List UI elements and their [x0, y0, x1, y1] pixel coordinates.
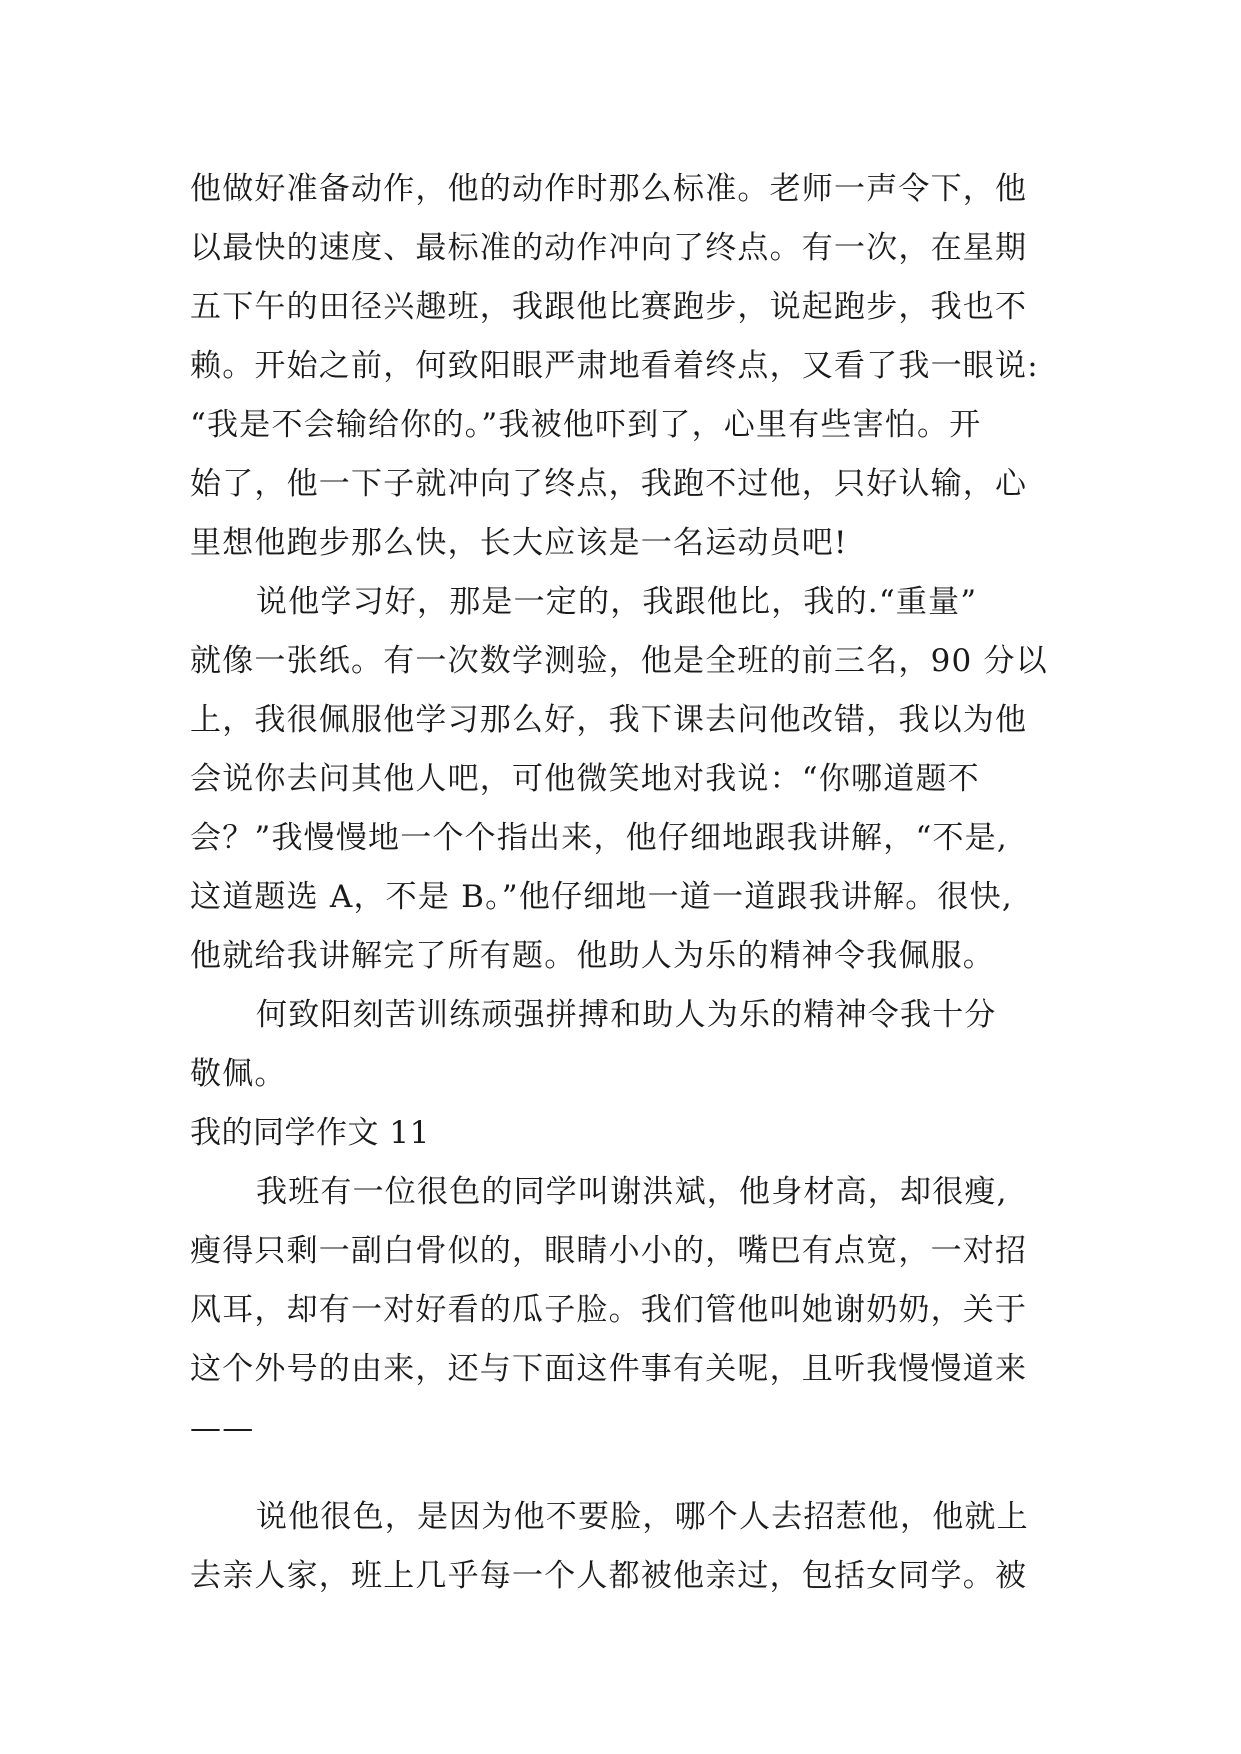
paragraph: [190, 1488, 1050, 1606]
text-line: 他就给我讲解完了所有题。他助人为乐的精神令我佩服。: [190, 938, 995, 974]
text-line: 这个外号的由来，还与下面这件事有关呢，且听我慢慢道来: [190, 1351, 1028, 1387]
text-line: “我是不会输给你的。”我被他吓到了，心里有些害怕。开: [190, 407, 982, 443]
text-line: 以最快的速度、最标准的动作冲向了终点。有一次，在星期: [190, 230, 1028, 266]
paragraph: [190, 986, 1050, 1104]
text-line: 说他学习好，那是一定的，我跟他比，我的.“重量”: [256, 584, 978, 620]
text-line: 他做好准备动作，他的动作时那么标准。老师一声令下，他: [190, 171, 1028, 207]
essay-body: [190, 160, 1050, 1606]
text-line: 风耳，却有一对好看的瓜子脸。我们管他叫她谢奶奶，关于: [190, 1292, 1028, 1328]
paragraph: [190, 573, 1050, 986]
text-line: 赖。开始之前，何致阳眼严肃地看着终点，又看了我一眼说:: [190, 348, 1039, 384]
text-line: 始了，他一下子就冲向了终点，我跑不过他，只好认输，心: [190, 466, 1028, 502]
paragraph: [190, 1163, 1050, 1458]
text-line: 就像一张纸。有一次数学测验，他是全班的前三名，90 分以: [190, 643, 1048, 679]
text-line: 瘦得只剩一副白骨似的，眼睛小小的，嘴巴有点宽，一对招: [190, 1233, 1028, 1269]
text-line: 上，我很佩服他学习那么好，我下课去问他改错，我以为他: [190, 702, 1028, 738]
paragraph: [190, 160, 1050, 573]
paragraph-gap: [190, 1458, 1050, 1488]
text-line: 我班有一位很色的同学叫谢洪斌，他身材高，却很瘦,: [256, 1174, 1008, 1210]
text-line: 去亲人家，班上几乎每一个人都被他亲过，包括女同学。被: [190, 1558, 1028, 1594]
essay-title: 我的同学作文 11: [190, 1115, 430, 1151]
text-line: 这道题选 A，不是 B。”他仔细地一道一道跟我讲解。很快,: [190, 879, 1013, 915]
text-line: 敬佩。: [190, 1056, 287, 1092]
text-line: 里想他跑步那么快，长大应该是一名运动员吧!: [190, 525, 848, 561]
text-line: ——: [190, 1410, 255, 1446]
text-line: 何致阳刻苦训练顽强拼搏和助人为乐的精神令我十分: [256, 997, 997, 1033]
text-line: 说他很色，是因为他不要脸，哪个人去招惹他，他就上: [256, 1499, 1029, 1535]
text-line: 五下午的田径兴趣班，我跟他比赛跑步，说起跑步，我也不: [190, 289, 1028, 325]
text-line: 会说你去问其他人吧，可他微笑地对我说：“你哪道题不: [190, 761, 980, 797]
text-line: 会？”我慢慢地一个个指出来，他仔细地跟我讲解，“不是,: [190, 820, 1008, 856]
